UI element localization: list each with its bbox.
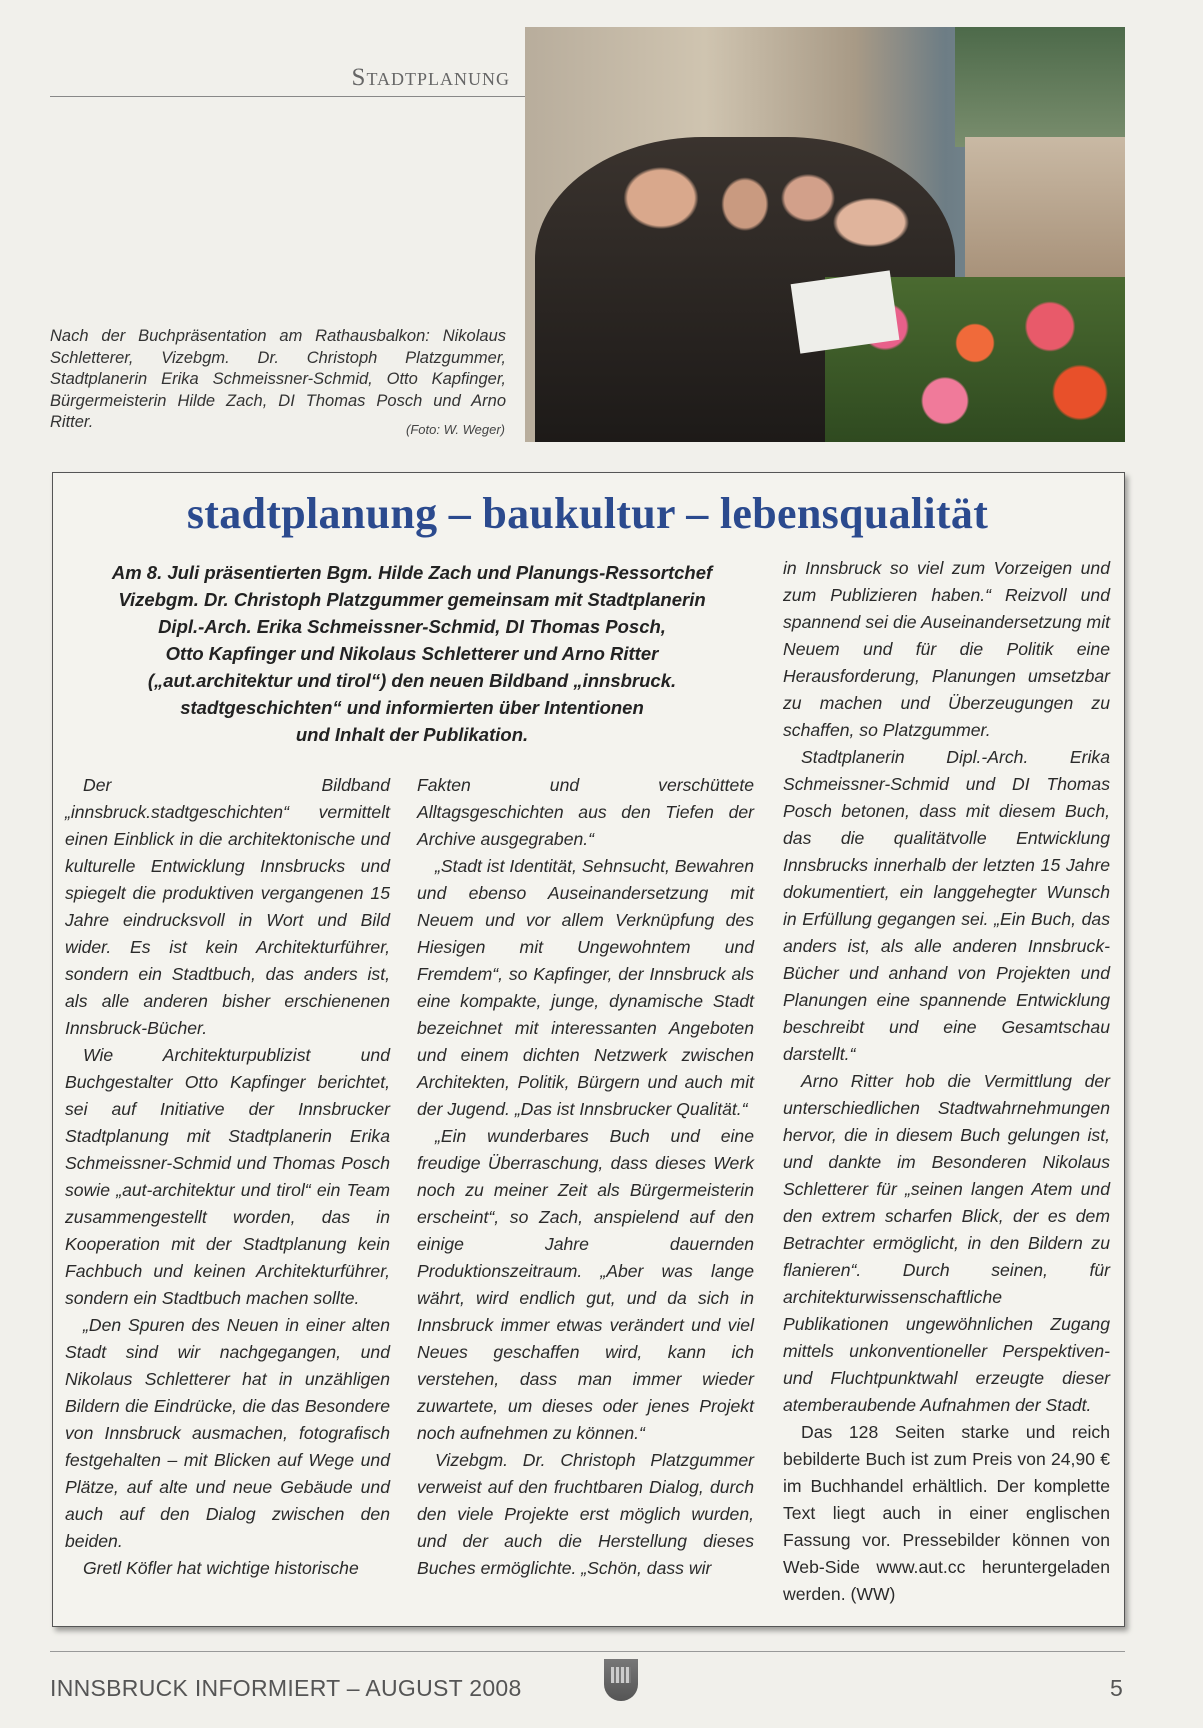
lead-line: und Inhalt der Publikation. [295, 724, 529, 745]
lead-line: Dipl.-Arch. Erika Schmeissner-Schmid, DI Thomas Posch, [158, 616, 666, 637]
lead-line: stadtgeschichten“ und informierten über Intentionen [180, 697, 644, 718]
photo-credit: (Foto: W. Weger) [406, 422, 505, 437]
section-heading: Stadtplanung [351, 64, 510, 91]
lead-line: Vizebgm. Dr. Christoph Platzgummer gemeinsam mit Stadtplanerin [118, 589, 706, 610]
paragraph: Arno Ritter hob die Vermittlung der unterschiedlichen Stadtwahrnehmungen hervor, die in diesem Buch gelungen ist, und dankte im Besonderen Nikolaus Schletterer für „seinen langen Atem und den extrem scharfen Blick, der es dem Betrachter ermöglicht, in den Bildern zu flanieren“. Durch seinen, für architekturwissenschaftliche Publikationen ungewöhnlichen Zugang mittels unkonventioneller Perspektiven- und Fluchtpunktwahl erzeugte dieser atemberaubende Aufnahmen der Stadt. [783, 1071, 1110, 1415]
paragraph: Vizebgm. Dr. Christoph Platzgummer verweist auf den fruchtbaren Dialog, durch den viele Projekte erst möglich wurden, und der auch die Herstellung dieses Buches ermöglichte. „Schön, dass wir [417, 1450, 754, 1578]
photo-mountains [955, 27, 1125, 147]
paragraph: „Den Spuren des Neuen in einer alten Stadt sind wir nachgegangen, und Nikolaus Schletterer hat in unzähligen Bildern die Eindrücke, die das Besondere von Innsbruck ausmachen, fotografisch festgehalten – mit Blicken auf Wege und Plätze, auf alte und neue Gebäude und auch auf den Dialog zwischen den beiden. [65, 1315, 390, 1551]
photo-buildings [965, 137, 1125, 277]
paragraph: „Ein wunderbares Buch und eine freudige Überraschung, dass dieses Werk noch zu meiner Zeit als Bürgermeisterin erscheint“, so Zach, anspielend auf den einige Jahre dauernden Produktionszeitraum. „Aber was lange währt, wird endlich gut, und da sich in Innsbruck immer etwas verändert und viel Neues geschaffen wird, kann ich verstehen, dass man immer wieder zuwartete, um dieses oder jenes Projekt noch aufnehmen zu können.“ [417, 1126, 754, 1443]
group-photo [525, 27, 1125, 442]
paragraph: Wie Architekturpublizist und Buchgestalter Otto Kapfinger berichtet, sei auf Initiative der Innsbrucker Stadtplanung mit Stadtplanerin Erika Schmeissner-Schmid und Thomas Posch sowie „aut-architektur und tirol“ ein Team zusammengestellt worden, das in Kooperation mit der Stadtplanung kein Fachbuch und keinen Architekturführer, sondern ein Stadtbuch machen sollte. [65, 1045, 390, 1308]
paragraph: Gretl Köfler hat wichtige historische [83, 1558, 359, 1578]
article-title: stadtplanung – baukultur – lebensqualität [186, 489, 989, 538]
paragraph: Fakten und verschüttete Alltagsgeschichten aus den Tiefen der Archive ausgegraben.“ [417, 775, 754, 849]
header-rule [50, 96, 526, 97]
footer-rule [50, 1651, 1125, 1652]
paragraph: Das 128 Seiten starke und reich bebilderte Buch ist zum Preis von 24,90 € im Buchhandel erhältlich. Der komplette Text liegt auch in einer englischen Fassung vor. Pressebilder können von Web-Side www.aut.cc heruntergeladen werden. (WW) [783, 1422, 1110, 1604]
article-lead [72, 559, 752, 748]
paragraph: Der Bildband „innsbruck.stadtgeschichten“ vermittelt einen Einblick in die architektonische und kulturelle Entwicklung Innsbrucks und spiegelt die produktiven vergangenen 15 Jahre eindrucksvoll in Wort und Bild wider. Es ist kein Architekturführer, sondern ein Stadtbuch, das anders ist, als alle anderen bisher erschienenen Innsbruck-Bücher. [65, 775, 390, 1038]
column-1 [65, 772, 390, 1582]
column-3 [783, 555, 1110, 1608]
photo-caption: Nach der Buchpräsentation am Rathausbalkon: Nikolaus Schletterer, Vizebgm. Dr. Christoph Platzgummer, Stadtplanerin Erika Schmeissner-Schmid, Otto Kapfinger, Bürgermeisterin Hilde Zach, DI Thomas Posch und Arno Ritter. [50, 327, 506, 431]
paragraph: „Stadt ist Identität, Sehnsucht, Bewahren und ebenso Auseinandersetzung mit Neuem und vor allem Verknüpfung des Hiesigen mit Ungewohntem und Fremdem“, so Kapfinger, der Innsbruck als eine kompakte, junge, dynamische Stadt bezeichnet mit interessanten Angeboten und einem dichten Netzwerk zwischen Architekten, Politik, Bürgern und auch mit der Jugend. „Das ist Innsbrucker Qualität.“ [417, 856, 754, 1119]
column-2 [417, 772, 754, 1582]
coat-of-arms-icon [604, 1659, 638, 1701]
paragraph: in Innsbruck so viel zum Vorzeigen und zum Publizieren haben.“ Reizvoll und spannend sei die Auseinandersetzung mit Neuem und für die Politik eine Herausforderung, Planungen umsetzbar zu machen und Überzeugungen zu schaffen, so Platzgummer. [783, 558, 1110, 740]
footer-publication: INNSBRUCK INFORMIERT – AUGUST 2008 [50, 1675, 522, 1701]
page-number: 5 [1110, 1675, 1123, 1701]
lead-line: Am 8. Juli präsentierten Bgm. Hilde Zach und Planungs-Ressortchef [111, 562, 713, 583]
lead-line: („aut.architektur und tirol“) den neuen Bildband „innsbruck. [147, 670, 677, 691]
photo-book [791, 270, 900, 353]
lead-line: Otto Kapfinger und Nikolaus Schletterer und Arno Ritter [165, 643, 659, 664]
paragraph: Stadtplanerin Dipl.-Arch. Erika Schmeissner-Schmid und DI Thomas Posch betonen, dass mit diesem Buch, das die qualitätvolle Entwicklung Innsbrucks innerhalb der letzten 15 Jahre dokumentiert, ein langgehegter Wunsch in Erfüllung gegangen sei. „Ein Buch, das anders ist, als alle anderen Innsbruck-Bücher und anhand von Projekten und Planungen eine spannende Entwicklung beschreibt und eine Gesamtschau darstellt.“ [783, 747, 1110, 1064]
